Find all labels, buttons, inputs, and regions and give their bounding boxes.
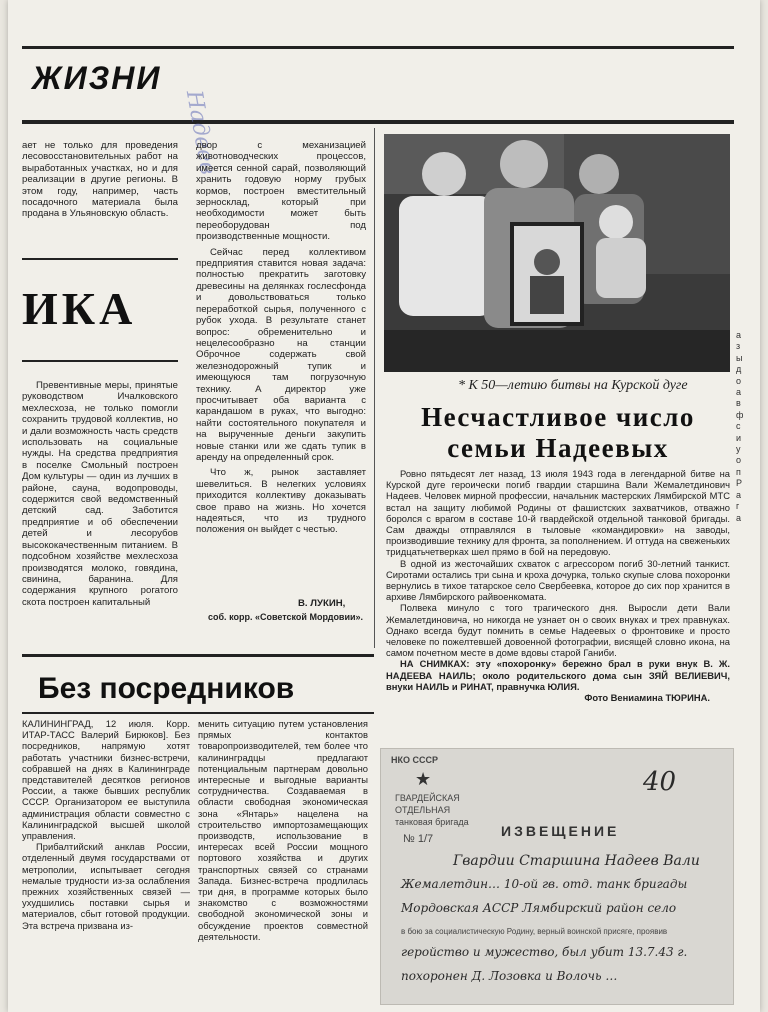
strip-char: ф	[736, 409, 744, 420]
column-1-top	[22, 140, 178, 250]
doc-corner-number: 40	[643, 767, 677, 797]
strip-char: в	[736, 398, 741, 409]
col2-signature-name: В. ЛУКИН,	[298, 598, 346, 609]
strip-char: а	[736, 330, 742, 340]
strip-char: и	[736, 432, 742, 443]
nadeev-paragraph-3: Полвека минуло с того трагического дня. Выросли дети Вали Жемалетдиновича, но никогда не узнает он о своих внуках и трех правнуках. Однако всегда будут помнить в семье Надеевых о фронтовике и просто человеке по пожелтевшей довоенной фотографии, висящей словно икона, на самом почетном месте в доме вдовы старой Ганиби.	[386, 602, 730, 659]
doc-printed-line: в бою за социалистическую Родину, верный воинской присяге, проявив	[401, 927, 668, 936]
strip-char: д	[736, 364, 742, 375]
bottom-article-rule	[22, 654, 374, 657]
top-rule	[22, 46, 734, 49]
doc-unit-line-1: ГВАРДЕЙСКАЯ	[395, 793, 460, 803]
photo-credit: Фото Вениамина ТЮРИНА.	[584, 692, 710, 704]
strip-char: а	[736, 489, 742, 500]
nadeev-article-body	[386, 468, 730, 746]
col2-paragraph-1: двор с механизацией животноводческих процессов, имеется сенной сарай, позволяющий хранить годовую норму грубых кормов, построен вместительный зерносклад, который при необходимости может быть переоборудован под производственные мощности.	[196, 140, 366, 243]
article-title-line-2: семьи Надеевых	[447, 433, 669, 463]
article-title-line-1: Несчастливое число	[421, 402, 695, 432]
bottom-col1-paragraph-1: КАЛИНИНГРАД, 12 июля. Корр. ИТАР-ТАСС Валерий Бирюков]. Без посредников, напрямую хотят работать участники бизнес-встречи, собравшей на днях в Калининграде представителей десятков регионов России, а также бывших республик СССР. Организатором ее выступила администрация области совместно с Калининградской высшей школой управления.	[22, 718, 190, 842]
section-heading-2: ИКА	[22, 283, 137, 334]
column-2	[196, 140, 366, 600]
section-heading: ЖИЗНИ	[32, 60, 162, 96]
strip-char: з	[736, 341, 741, 352]
bottom-column-1	[22, 718, 190, 990]
doc-header: НКО СССР	[391, 755, 438, 765]
adjacent-column-strip	[736, 0, 760, 1012]
nadeev-paragraph-2: В одной из жесточайших схваток с агрессором погиб 30-летний танкист. Сиротами остались три сына и кроха дочурка, только скупые слова похоронки вернулись в тихое татарское село Свербеевка, которое до сих пор хранится в архиве Лямбирского райвоенкомата.	[386, 557, 730, 603]
family-photo	[384, 134, 730, 372]
nadeev-paragraph-4: НА СНИМКАХ: эту «похоронку» бережно брал в руки внук В. Ж. НАДЕЕВА НАИЛЬ; около родительского дома сын ЗЯЙ ВЕЛИЕВИЧ, внуки НАИЛЬ и РИНАТ, правнучка ЮЛИЯ.	[386, 658, 730, 692]
nadeev-paragraph-1: Ровно пятьдесят лет назад, 13 июля 1943 года в легендарной битве на Курской дуге героически погиб гвардии старшина Вали Жемалетдинович Надеев. Человек мирной профессии, начальник мастерских Лямбирской МТС встал на защиту любимой Родины от фашистских захватчиков, отважно боролся с врагом в составе 10-й гвардейской отдельной танковой бригады. Сам дважды отправлялся в тыловые «командировки» на заводы, производившие технику для фронта, за пополнением. И оттуда на свеженьких тридцатьчетверках шел прямо в бой на передовую.	[386, 468, 730, 558]
star-icon: ★	[415, 769, 432, 789]
column-1-lower	[22, 380, 178, 640]
doc-handwritten-line-2: Жемалетдин… 10-ой гв. отд. танк бригады	[401, 877, 688, 891]
strip-char: п	[736, 466, 741, 477]
bottom-column-2	[198, 718, 368, 990]
strip-char: г	[736, 501, 740, 512]
doc-handwritten-line-1: Гвардии Старшина Надеев Вали	[453, 853, 700, 869]
strip-char: Р	[736, 478, 743, 489]
doc-handwritten-line-6: похоронен Д. Лозовка и Волочь …	[401, 969, 618, 983]
strip-char: о	[736, 455, 742, 466]
doc-stamp-word: ИЗВЕЩЕНИЕ	[501, 823, 620, 839]
doc-handwritten-line-3: Мордовская АССР Лямбирский район село	[401, 901, 677, 915]
strip-char: с	[736, 421, 741, 432]
family-photo-graphic	[384, 134, 730, 372]
handwritten-ink: Надеев	[180, 88, 221, 177]
strip-char: у	[736, 444, 741, 455]
col2-paragraph-3: Что ж, рынок заставляет шевелиться. В нелегких условиях приходится коллективу доказывать свое право на жизнь. Но хочется надеяться, что из трудного положения он выйдет с честью.	[196, 467, 366, 536]
newspaper-page	[8, 0, 760, 1012]
strip-char: ы	[736, 352, 743, 363]
doc-unit-line-3: танковая бригада	[395, 817, 469, 827]
strip-char: а	[736, 512, 742, 523]
bottom-col1-paragraph-2: Прибалтийский анклав России, отделенный двумя государствами от метрополии, испытывает сегодня немалые трудности из-за ослабления прежних хозяйственных связей — ухудшились поставки сырья и материалов, сбыт готовой продукции. Эта встреча призвана из-	[22, 841, 190, 931]
col2-paragraph-2: Сейчас перед коллективом предприятия ставится новая задача: полностью прекратить заготовку древесины на делянках гослесфонда и довольствоваться только переработкой сырья, полученного с рубок ухода. В результате станет вопрос: обременительно и нецелесообразно на станции Оброчное содержать свой железнодорожный тупик и имеющуюся там погрузочную технику. А директор уже просчитывает оба варианта с карандашом в руках, что выгодно: найти состоятельного покупателя и на вырученные деньги закупить новые станки или же сдать тупик в аренду на определенный срок.	[196, 246, 366, 463]
col1-rule-2	[22, 360, 178, 362]
heading-underline	[22, 120, 734, 124]
doc-number: № 1/7	[403, 833, 434, 845]
strip-char: о	[736, 375, 742, 386]
col1-rule-1	[22, 258, 178, 260]
death-notice-document	[380, 748, 734, 1005]
strip-char: а	[736, 387, 742, 398]
doc-handwritten-line-5: геройство и мужество, был убит 13.7.43 г.	[401, 945, 688, 959]
photo-kicker: * К 50—летию битвы на Курской дуге	[458, 378, 688, 393]
bottom-article-heading: Без посредников	[38, 672, 295, 705]
bottom-heading-underline	[22, 712, 374, 714]
col1b-paragraph: Превентивные меры, принятые руководством Ичалковского мехлесхоза, не только помогли сохранить трудовой коллектив, но и дали возможность часть средств использовать на социальные нужды. На средства предприятия в поселке Смольный построен Дом культуры — один из лучших в районе, сауна, водопроводы, содержится свой ведомственный детский сад. Заботится предприятие и об обеспечении детей и лесорубов высококачественным питанием. В подсобном хозяйстве мехлесхоза производятся молоко, говядина, свинина, баранина. Для содержания крупного рогатого скота построен капитальный	[22, 380, 178, 608]
column-divider	[374, 128, 375, 648]
col2-signature-role: соб. корр. «Советской Мордовии».	[208, 612, 364, 622]
bottom-col2-paragraph: менить ситуацию путем установления прямых контактов товаропроизводителей, тем более что калининградцы предлагают потенциальным партнерам довольно интересные и выгодные варианты сотрудничества. Создаваемая в области свободная экономическая зона «Янтарь» нацелена на строительство импортозамещающих производств, использование в интересах всей России мощного портового хозяйства и других транспортных связей со странами Запада. Бизнес-встреча продлилась три дня, в программе которых было знакомство с возможностями свободной экономической зоны и обсуждение проектов совместной деятельности.	[198, 718, 368, 942]
doc-unit-line-2: ОТДЕЛЬНАЯ	[395, 805, 451, 815]
col1-paragraph: ает не только для проведения лесовосстановительных работ на выработанных участках, но и для реализации в другие регионы. В этом году, например, часть посадочного материала была продана в Ульяновскую область.	[22, 140, 178, 220]
